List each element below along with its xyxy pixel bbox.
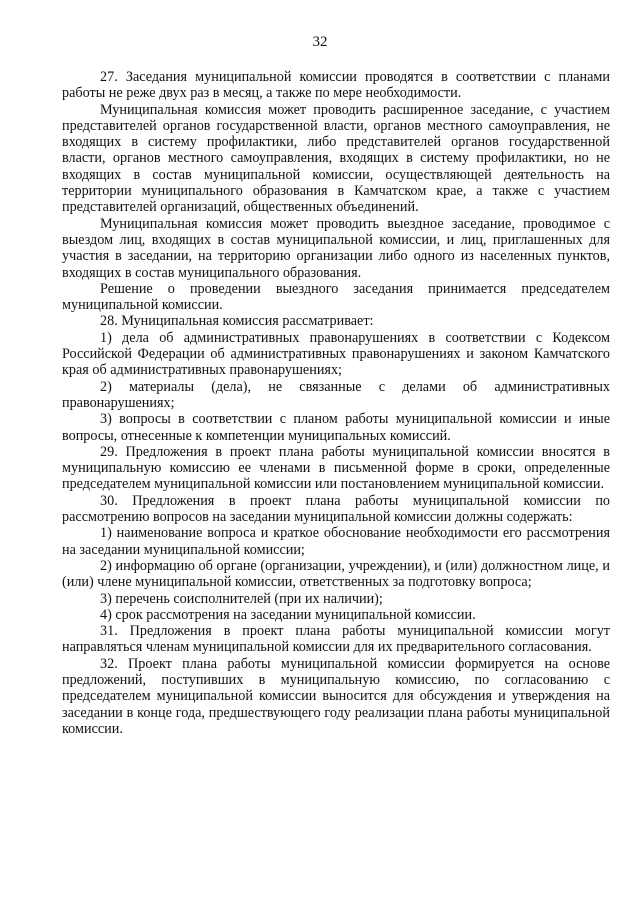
paragraph-field-session-decision: Решение о проведении выездного заседания принимается председателем муниципальной комиссии. [62,280,610,314]
list-item-28-2: 2) материалы (дела), не связанные с делами об административных правонарушениях; [62,378,610,411]
list-item-30-1: 1) наименование вопроса и краткое обоснование необходимости его рассмотрения на заседании муниципальной комиссии; [62,525,610,558]
paragraph-27: 27. Заседания муниципальной комиссии проводятся в соответствии с планами работы не реже двух раз в месяц, а также по мере необходимости. [62,69,610,102]
paragraph-29: 29. Предложения в проект плана работы муниципальной комиссии вносятся в муниципальную комиссию ее членами в письменной форме в сроки, определенные председателем муниципальной комиссии или постановлением муниципальной комиссии. [62,443,610,493]
list-item-30-2: 2) информацию об органе (организации, учреждении), и (или) должностном лице, и (или) члене муниципальной комиссии, ответственных за подготовку вопроса; [62,557,610,591]
list-item-30-4: 4) срок рассмотрения на заседании муниципальной комиссии. [100,606,476,623]
paragraph-32: 32. Проект плана работы муниципальной комиссии формируется на основе предложений, поступивших в муниципальную комиссию, по согласованию с председателем муниципальной комиссии выносится для обсуждения и утверждения на заседании в конце года, предшествующего году реализации плана работы муниципальной комиссии. [62,655,610,737]
page-number: 32 [312,34,328,50]
paragraph-field-session: Муниципальная комиссия может проводить выездное заседание, проводимое с выездом лиц, входящих в состав муниципальной комиссии, и лиц, приглашенных для участия в заседании, на территорию организации либо одного из населенных пунктов, входящих в состав муниципального образования. [62,215,610,281]
paragraph-31: 31. Предложения в проект плана работы муниципальной комиссии могут направляться членам муниципальной комиссии для их предварительного согласования. [62,623,610,656]
paragraph-extended-session: Муниципальная комиссия может проводить расширенное заседание, с участием представителей органов государственной власти, органов местного самоуправления, не входящих в систему профилактики, либо представителей органов государственной власти, органов местного самоуправления, входящих в систему профилактики, но не входящих в состав муниципальной комиссии, осуществляющей деятельность на территории муниципального образования в Камчатском крае, а также с участием представителей организаций, общественных объединений. [62,101,610,216]
list-item-28-1: 1) дела об административных правонарушениях в соответствии с Кодексом Российской Федерации об административных правонарушениях и законом Камчатского края об административных правонарушениях; [62,329,610,379]
list-item-30-3: 3) перечень соисполнителей (при их наличии); [100,590,383,607]
list-item-28-3: 3) вопросы в соответствии с планом работы муниципальной комиссии и иные вопросы, отнесенные к компетенции муниципальных комиссий. [62,411,610,444]
document-body [62,69,610,737]
paragraph-30: 30. Предложения в проект плана работы муниципальной комиссии по рассмотрению вопросов на заседании муниципальной комиссии должны содержать: [62,492,610,526]
paragraph-28: 28. Муниципальная комиссия рассматривает: [100,313,374,330]
